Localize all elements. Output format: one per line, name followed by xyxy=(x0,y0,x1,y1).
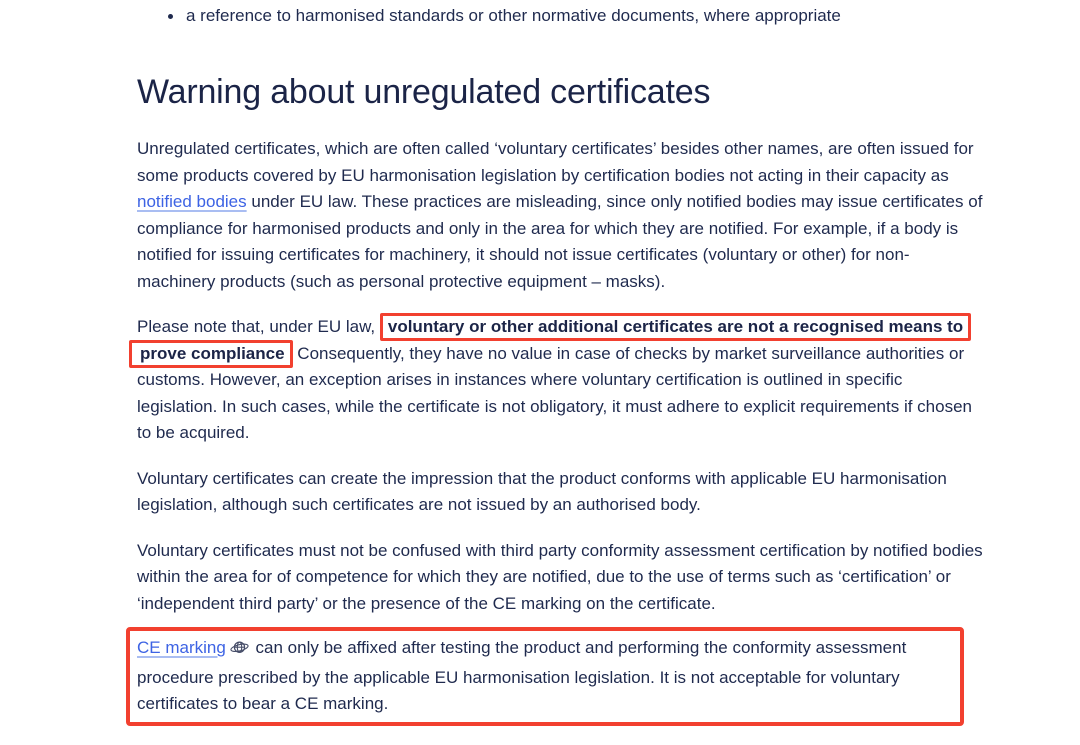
notified-bodies-link[interactable]: notified bodies xyxy=(137,192,247,211)
globe-icon xyxy=(230,638,249,665)
paragraph-unregulated-certificates xyxy=(137,136,985,295)
bullet-dot-icon xyxy=(168,14,173,19)
paragraph-please-note xyxy=(137,314,985,447)
paragraph-confused: Voluntary certificates must not be confused with third party conformity assessment certification by notified bodies within the area for of competence for which they are notified, due to the use of terms such as ‘certification’ or ‘independent third party’ or the presence of the CE marking on the certificate. xyxy=(137,540,983,613)
ce-marking-link[interactable]: CE marking xyxy=(137,638,226,657)
list-item xyxy=(137,3,985,29)
paragraph-text: under EU law. These practices are misleading, since only notified bodies may issue certificates of compliance for harmonised products and only in the area for which they are notified. For example, if a body is notified for issuing certificates for machinery, it should not issue certificates (voluntary or other) for non-machinery products (such as personal protective equipment – masks). xyxy=(137,192,983,291)
paragraph-text: Consequently, they have no value in case of checks by market surveillance authorities or customs. However, an exception arises in instances where voluntary certification is outlined in specific legislation. In such cases, while the certificate is not obligatory, it must adhere to explicit requirements if chosen to be acquired. xyxy=(137,343,972,442)
paragraph-impression: Voluntary certificates can create the impression that the product conforms with applicable EU harmonisation legislation, although such certificates are not issued by an authorised body. xyxy=(137,468,947,514)
page-title: Warning about unregulated certificates xyxy=(137,73,711,111)
article-content xyxy=(137,0,985,745)
bullet-list xyxy=(137,0,985,29)
annotation-box-ce-marking-paragraph xyxy=(126,627,964,726)
paragraph-text: can only be affixed after testing the product and performing the conformity assessment procedure prescribed by the applicable EU harmonisation legislation. It is not acceptable for voluntary certificates to bear a CE marking. xyxy=(137,638,907,713)
paragraph-text: Unregulated certificates, which are often called ‘voluntary certificates’ besides other names, are often issued for some products covered by EU harmonisation legislation by certification bodies not acting in their capacity as xyxy=(137,139,974,185)
list-item-text: a reference to harmonised standards or other normative documents, where appropriate xyxy=(186,6,841,25)
paragraph-text: Please note that, under EU law, xyxy=(137,317,380,336)
annotation-box-recognised-means: voluntary or other additional certificates are not a recognised means to xyxy=(380,313,971,341)
annotation-box-prove-compliance: prove compliance xyxy=(129,340,293,368)
